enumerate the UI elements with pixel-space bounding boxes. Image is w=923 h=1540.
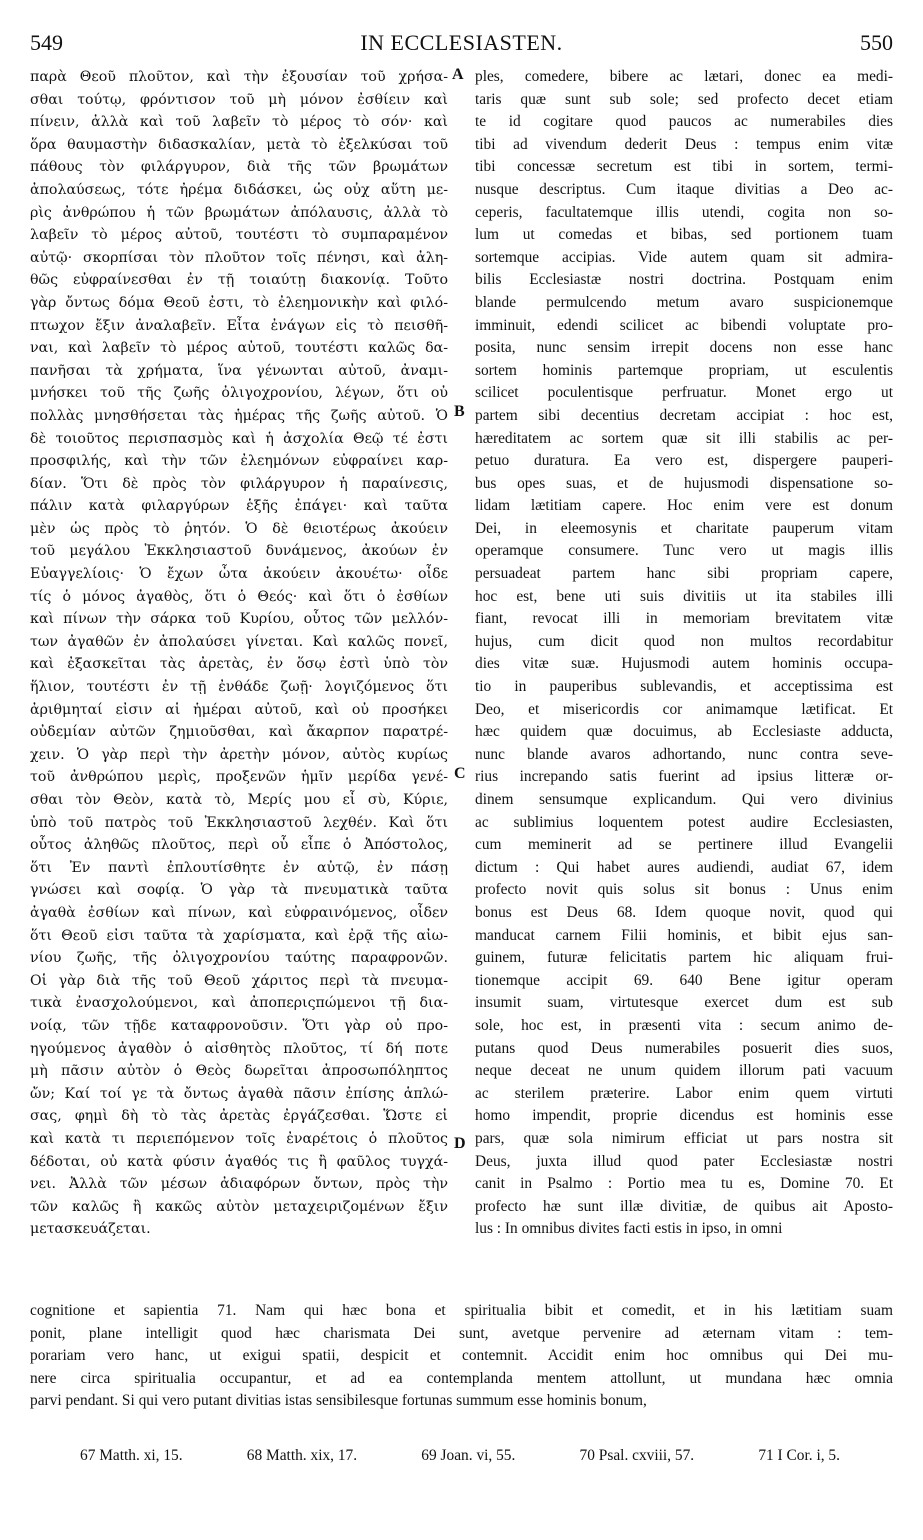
latin-text-line: hoc est, bene uti suis divitiis ut ita stabiles illi xyxy=(475,587,893,605)
greek-text-line: προσφιλής, καὶ τὴν τῶν ἐλεημόνων εὐφραίνει καρ- xyxy=(30,453,448,470)
latin-text-line: ac sterilem præterire. Labor enim quem virtuti xyxy=(475,1084,893,1102)
latin-text-line: lidam lætitiam capere. Hoc enim vere est donum xyxy=(475,497,893,515)
latin-text-line: petuo duratura. Ea vero est, dispergere pauperi- xyxy=(475,452,893,470)
margin-marker-d: D xyxy=(454,1135,466,1152)
latin-text-line: Deo, et misericordis cor animamque lætificat. Et xyxy=(475,700,893,718)
greek-text-line: ὅτι Θεοῦ εἰσι ταῦτα τὰ χαρίσματα, καὶ ἐρᾷ τῆς αἰω- xyxy=(30,927,448,944)
greek-text-line: Οἱ γὰρ διὰ τῆς τοῦ Θεοῦ χάριτος περὶ τὰ πνευμα- xyxy=(30,972,448,989)
latin-text-line: Dei, in eleemosynis et charitate pauperum vitam xyxy=(475,519,893,537)
greek-text-line: αὐτῷ· σκορπίσαι τὸν πλοῦτον τοῖς πένησι, καὶ ἀλη- xyxy=(30,249,448,266)
full-width-text xyxy=(30,1300,893,1413)
greek-text-line: πανῆσαι τὰ χρήματα, ἵνα γένωνται αὐτοῦ, ἀναμι- xyxy=(30,362,448,379)
greek-text-line: σθαι τὸν Θεὸν, κατὰ τὸ, Μερίς μου εἶ σὺ, Κύριε, xyxy=(30,792,448,808)
greek-text-line: σθαι τούτῳ, φρόντισον τοῦ μὴ μόνον ἐσθίειν καὶ xyxy=(30,91,448,108)
greek-text-line: ἀριθμηταί εἰσιν αἱ ἡμέραι αὐτοῦ, καὶ οὐ προσήκει xyxy=(30,701,448,718)
latin-text-line: sortemque accipias. Vide autem quam sit admira- xyxy=(475,248,893,266)
latin-text-line: hujus, cum dicit quod non multos recordabitur xyxy=(475,632,893,650)
latin-text-line: profecto hæ sunt illæ divitiæ, de quibus ait Aposto- xyxy=(475,1197,893,1215)
latin-text-line: nunc blande avaros adhortando, nunc contra seve- xyxy=(475,745,893,763)
full-text-line: porariam vero hanc, ut exigui spatii, despicit et contemnit. Accidit enim hoc omnibus qui Dei mu- xyxy=(30,1347,893,1365)
latin-text-line: persuadeat partem hanc sibi propriam capere, xyxy=(475,565,893,583)
greek-text-line: σας, φημὶ δὴ τὸ τὰς ἀρετὰς ἐργάζεσθαι. Ὥστε εἰ xyxy=(30,1108,448,1125)
latin-text-line: imminuit, edendi scilicet ac bibendi voluptate pro- xyxy=(475,316,893,334)
greek-text-line: τῶν καλῶς ἢ κακῶς αὐτὸν μεταχειριζομένων ἔξιν xyxy=(30,1198,448,1215)
greek-text-line: οὗτος ἀληθῶς πλοῦτος, περὶ οὗ εἶπε ὁ Ἀπόστολος, xyxy=(30,837,448,854)
footnote-69: 69 Joan. vi, 55. xyxy=(421,1447,516,1464)
latin-text-line: bonus est Deus 68. Idem quoque novit, quod qui xyxy=(475,903,893,921)
latin-text-line: dies vitæ suæ. Hujusmodi autem hominis occupa- xyxy=(475,655,893,673)
latin-text-line: ceperis, facultatemque illis utendi, cogita non so- xyxy=(475,203,893,221)
latin-text-line: tio in pauperibus sublevandis, et acceptissima est xyxy=(475,678,893,696)
latin-text-line: nusque descriptus. Cum itaque divitias a Deo ac- xyxy=(475,180,893,198)
greek-text-line: καὶ κατὰ τι περιεπόμενον τοῖς ἐναρέτοις ὁ πλοῦτος xyxy=(30,1130,448,1147)
greek-text-line: μνήσκει τοῦ τῆς ζωῆς ὀλιγοχρονίου, λέγων, ὅτι οὐ xyxy=(30,385,448,402)
greek-text-line: Εὐαγγελίοις· Ὁ ἔχων ὦτα ἀκούειν ἀκουέτω· οἶδε xyxy=(30,566,448,583)
latin-text-line: scilicet poculentisque perfruatur. Monet ergo ut xyxy=(475,384,893,402)
greek-text-line: οὐδεμίαν αὐτῶν ζημιοῦσθαι, καὶ ἄκαρπον παρατρέ- xyxy=(30,724,448,741)
latin-text-line: hæc quidem quæ docuimus, ab Ecclesiaste adducta, xyxy=(475,723,893,741)
page-number-left: 549 xyxy=(30,30,63,55)
latin-text-line: manducat carnem Filii hominis, et bibit ejus san- xyxy=(475,926,893,944)
latin-text-line: Deus, juxta illud quod pater Ecclesiastæ nostri xyxy=(475,1152,893,1170)
greek-text-line: καὶ ἐξασκεῖται τὰς ἀρετὰς, ἐν ὅσῳ ἐστὶ ὑπὸ τὸν xyxy=(30,656,448,673)
greek-text-line: ἀγαθὰ ἐσθίων καὶ πίνων, καὶ εὐφραινόμενος, οἶδεν xyxy=(30,904,448,921)
margin-marker-c: C xyxy=(454,765,466,782)
latin-text-line: insumit suam, virtutesque exercet dum est sub xyxy=(475,994,893,1012)
latin-text-line: ac sublimius loquentem potest audire Ecclesiasten, xyxy=(475,813,893,831)
greek-text-line: δὲ τοιοῦτος περισπασμὸς καὶ ἡ ἀσχολία Θεῷ τέ ἐστι xyxy=(30,430,448,447)
latin-text-line: lus : In omnibus divites facti estis in ipso, in omni xyxy=(475,1220,783,1238)
greek-text-line: τικὰ ἐνασχολούμενοι, καὶ ἀποπεριςπώμενοι τῇ δια- xyxy=(30,995,448,1012)
greek-text-line: πάλιν κατὰ φιλαργύρων ἑξῆς ἐπάγει· καὶ ταῦτα xyxy=(30,498,448,515)
greek-text-line: θῶς εὐφραίνεσθαι ἐν τῇ τοιαύτῃ διακονίᾳ. Τοῦτο xyxy=(30,272,448,289)
greek-text-line: ναι, καὶ λαβεῖν τὸ μέρος αὐτοῦ, τουτέστι καλῶς δα- xyxy=(30,340,448,357)
full-text-line: nere circa spiritualia occupantur, et ad ea contemplanda mentem attollunt, ut mundana hæc omnia xyxy=(30,1369,893,1387)
full-text-line: ponit, plane intelligit quod hæc charismata Dei sunt, avetque pervenire ad æternam vitam : tem- xyxy=(30,1324,893,1342)
greek-text-line: τοῦ μεγάλου Ἐκκλησιαστοῦ δυνάμενος, ἀκούων ἐν xyxy=(30,543,448,560)
latin-text-line: dictum : Qui habet aures audiendi, audiat 67, idem xyxy=(475,858,893,876)
greek-text-line: δέδοται, οὐ κατὰ φύσιν ἀγαθός τις ἢ φαῦλος τυγχά- xyxy=(30,1153,448,1170)
latin-text-line: hæreditatem ac sortem quæ sit illi stabilis ac per- xyxy=(475,429,893,447)
greek-text-line: γὰρ ὄντως δόμα Θεοῦ ἐστι, τὸ ἐλεημονικὴν καὶ φιλό- xyxy=(30,294,448,311)
greek-column xyxy=(30,66,448,1241)
greek-text-line: τίς ὁ μόνος ἀγαθὸς, ὅτι ὁ Θεός· καὶ ὅτι ὁ ἐσθίων xyxy=(30,588,448,605)
greek-text-line: μετασκευάζεται. xyxy=(30,1221,151,1238)
footnote-70: 70 Psal. cxviii, 57. xyxy=(579,1447,695,1464)
latin-text-line: putans quod Deus numerabiles posuerit dies suos, xyxy=(475,1039,893,1057)
footnote-67: 67 Matth. xi, 15. xyxy=(80,1447,183,1464)
latin-text-line: neque deceat ne unum quidem illorum pati vacuum xyxy=(475,1062,893,1080)
latin-text-line: cum meminerit ad se pertinere illud Evangelii xyxy=(475,836,893,854)
footnote-71: 71 I Cor. i, 5. xyxy=(758,1447,840,1464)
latin-text-line: canit in Psalmo : Portio mea tu es, Domine 70. Et xyxy=(475,1175,893,1193)
greek-text-line: μὴ πᾶσιν αὐτὸν ὁ Θεὸς δωρεῖται ἀπροσωπόληπτος xyxy=(30,1063,448,1080)
greek-text-line: των ἀγαθῶν ἐν ἀπολαύσει γίνεται. Καὶ καλῶς πονεῖ, xyxy=(30,633,448,650)
greek-text-line: δίαν. Ὅτι δὲ πρὸς τὸν φιλάργυρον ἡ παραίνεσις, xyxy=(30,475,448,492)
margin-marker-b: B xyxy=(454,403,465,420)
greek-text-line: μὲν ὡς πρὸς τὸ ῥητόν. Ὁ δὲ θειοτέρως ἀκούειν xyxy=(30,520,448,537)
latin-text-line: tibi ad vivendum dederit Deus : tempus enim vitæ xyxy=(475,135,893,153)
greek-text-line: ρὶς ἀνθρώπου ἡ τῶν βρωμάτων ἀπόλαυσις, ἀλλὰ τὸ xyxy=(30,204,448,221)
greek-text-line: ἥλιον, τουτέστι ἐν τῇ ἐνθάδε ζωῇ· λογιζόμενος ὅτι xyxy=(30,679,448,696)
latin-text-line: operamque consumere. Tunc vero ut magis illis xyxy=(475,542,893,560)
footnote-68: 68 Matth. xix, 17. xyxy=(246,1447,358,1464)
greek-text-line: ὅτι Ἐν παντὶ ἐπλουτίσθητε ἐν αὐτῷ, ἐν πάσῃ xyxy=(30,859,448,876)
page-header xyxy=(30,30,893,60)
full-text-line: cognitione et sapientia 71. Nam qui hæc bona et spiritualia bibit et comedit, et in his lætitiam suam xyxy=(30,1302,893,1319)
greek-text-line: πάθους τὸν φιλάργυρον, διὰ τῆς τῶν βρωμάτων xyxy=(30,159,448,176)
greek-text-line: ηγούμενος ἀγαθὸν ὁ αἰσθητὸς πλοῦτος, τί δή ποτε xyxy=(30,1040,448,1057)
latin-text-line: rius increpando satis fuerint ad ipsius litteræ or- xyxy=(475,768,893,786)
greek-text-line: ὑπὸ τοῦ πατρὸς τοῦ Ἐκκλησιαστοῦ λεχθέν. Καὶ ὅτι xyxy=(30,814,448,831)
latin-text-line: partem sibi decentius decretam accipiat : hoc est, xyxy=(475,406,893,424)
greek-text-line: ἀπολαύσεως, τότε ἠρέμα διδάσκει, ὡς οὐχ αὕτη με- xyxy=(30,181,448,198)
latin-text-line: posita, nunc sensim irrepit docens non esse hanc xyxy=(475,339,893,357)
latin-text-line: blande permulcendo metum avaro suspicionemque xyxy=(475,293,893,311)
latin-text-line: tibi concessæ secretum est tibi in sortem, termi- xyxy=(475,158,893,176)
latin-text-line: pars, quæ sola nimirum efficiat ut pars nostra sit xyxy=(475,1129,893,1147)
latin-text-line: tionemque accipit 69. 640 Bene igitur operam xyxy=(475,971,893,989)
greek-text-line: καὶ πίνων τὴν σάρκα τοῦ Κυρίου, οὗτος τῶν μελλόν- xyxy=(30,611,448,628)
running-title: IN ECCLESIASTEN. xyxy=(360,30,563,55)
greek-text-line: νοίᾳ, τῶν τῇδε καταφρονοῦσιν. Ὅτι γὰρ οὐ προ- xyxy=(30,1017,448,1034)
latin-text-line: bus opes suas, et de hujusmodi dispensatione so- xyxy=(475,474,893,492)
latin-text-line: te id cogitare quod paucos ac numerabiles dies xyxy=(475,113,893,131)
greek-text-line: ὅρα θαυμαστὴν διδασκαλίαν, μετὰ τὸ ἐξελκύσαι τοῦ xyxy=(30,136,448,153)
greek-text-line: λαβεῖν τὸ μέρος αὐτοῦ, τουτέστι τὸ συμπαραμένον xyxy=(30,227,448,244)
greek-text-line: νίου ζωῆς, τῆς ὀλιγοχρονίου ταύτης παραφρονῶν. xyxy=(30,950,448,967)
latin-text-line: sortem hominis partemque propriam, ut esculentis xyxy=(475,361,893,379)
greek-text-line: γνώσει καὶ σοφίᾳ. Ὁ γὰρ τὰ πνευματικὰ ταῦτα xyxy=(30,882,448,899)
latin-text-line: homo impendit, proprie dicendus est hominis esse xyxy=(475,1107,893,1125)
page-number-right: 550 xyxy=(860,30,893,55)
latin-text-line: sole, hoc est, in præsenti vita : secum animo de- xyxy=(475,1016,893,1034)
greek-text-line: πολλὰς μνησθήσεται τὰς ἡμέρας τῆς ζωῆς αὐτοῦ. Ὁ xyxy=(30,407,448,424)
latin-text-line: profecto novit quis solus sit bonus : Unus enim xyxy=(475,881,893,899)
latin-text-line: dinem sensumque explicandum. Qui vero divinius xyxy=(475,791,893,808)
latin-text-line: bilis Ecclesiastæ nostri doctrina. Postquam enim xyxy=(475,271,893,289)
footnotes xyxy=(80,1447,840,1465)
greek-text-line: πτωχον ἔξιν ἀναλαβεῖν. Εἶτα ἐνάγων εἰς τὸ πεισθῆ- xyxy=(30,317,448,334)
latin-text-line: lum ut comedas et bibas, sed portionem tuam xyxy=(475,226,893,244)
full-text-line: parvi pendant. Si qui vero putant divitias istas sensibilesque fortunas summum esse hominis bonum, xyxy=(30,1392,647,1410)
latin-text-line: ples, comedere, bibere ac lætari, donec ea medi- xyxy=(475,68,893,85)
latin-text-line: fiant, revocat illi in memoriam brevitatem vitæ xyxy=(475,610,893,628)
greek-text-line: πίνειν, ἀλλὰ καὶ τοῦ λαβεῖν τὸ μέρος τὸ σόν· καὶ xyxy=(30,114,448,131)
latin-text-line: guinem, futuræ felicitatis partem hic aliquam frui- xyxy=(475,949,893,967)
latin-text-line: taris quæ sunt sub sole; sed profecto decet etiam xyxy=(475,90,893,108)
greek-text-line: παρὰ Θεοῦ πλοῦτον, καὶ τὴν ἐξουσίαν τοῦ χρήσα- xyxy=(30,69,448,85)
margin-marker-a: A xyxy=(452,66,464,83)
greek-text-line: ὤν; Καί τοί γε τὰ ὄντως ἀγαθὰ πᾶσιν ἐπίσης ἁπλώ- xyxy=(30,1085,448,1102)
greek-text-line: νει. Ἀλλὰ τῶν μέσων ἀδιαφόρων ὄντων, πρὸς τὴν xyxy=(30,1176,448,1193)
greek-text-line: χειν. Ὁ γὰρ περὶ τὴν ἀρετὴν μόνον, αὐτὸς κυρίως xyxy=(30,746,448,763)
latin-column xyxy=(475,66,893,1241)
greek-text-line: τοῦ ἀνθρώπου μερὶς, προξενῶν ἡμῖν μερίδα γενέ- xyxy=(30,769,448,786)
